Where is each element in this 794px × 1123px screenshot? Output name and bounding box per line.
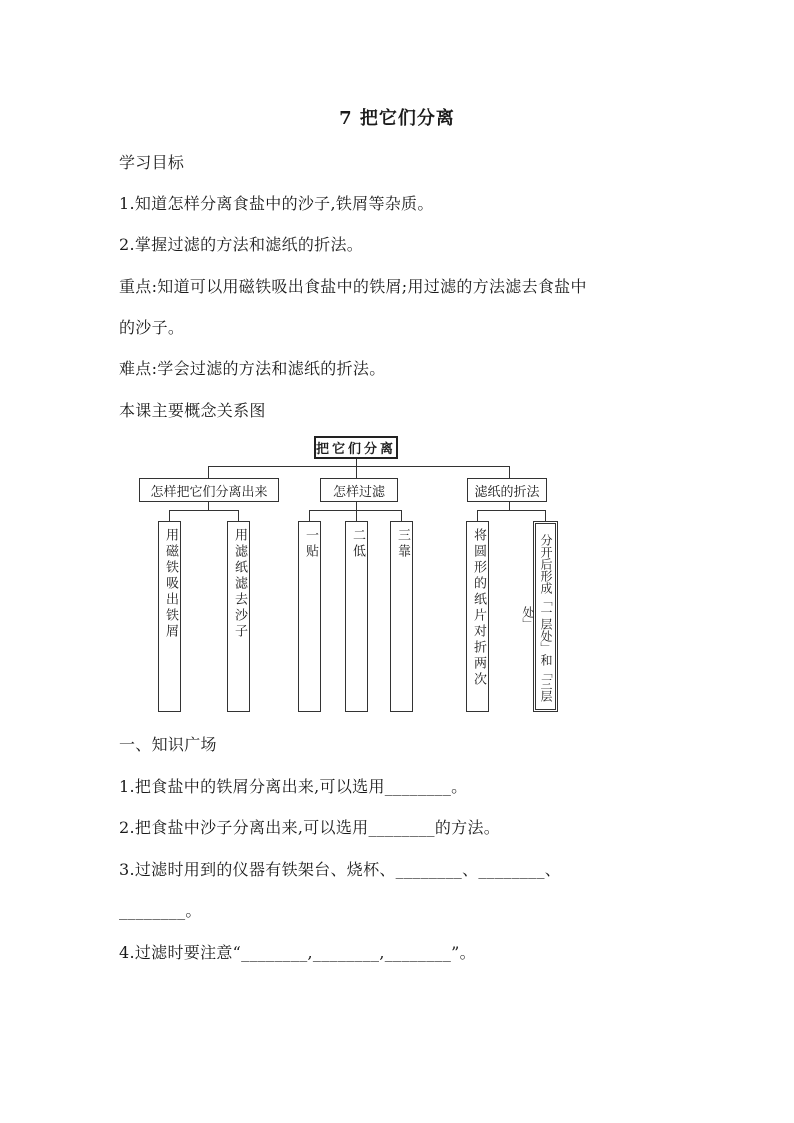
connector: [309, 510, 310, 521]
connector: [208, 466, 209, 478]
leaf-node: [390, 521, 413, 712]
leaf-label: 二低: [350, 528, 365, 560]
leaf-label: 一贴: [303, 528, 318, 560]
connector: [356, 466, 357, 478]
leaf-node: [158, 521, 181, 712]
connector: [509, 466, 510, 478]
section-title: 一、知识广场: [119, 735, 217, 754]
connector: [169, 510, 170, 521]
connector: [477, 510, 478, 521]
connector: [208, 466, 510, 467]
objectives-heading: 学习目标: [119, 153, 185, 172]
leaf-label: 用磁铁吸出铁屑: [163, 528, 178, 640]
branch-node-separation: 怎样把它们分离出来: [139, 478, 279, 502]
root-node: 把它们分离: [314, 436, 398, 459]
connector: [545, 510, 546, 521]
leaf-label: 将圆形的纸片对折两次: [471, 528, 486, 688]
leaf-label: 用滤纸滤去沙子: [232, 528, 247, 640]
connector: [238, 510, 239, 521]
question-3-line-1: 3.过滤时用到的仪器有铁架台、烧杯、________、________、: [119, 860, 562, 879]
connector: [356, 510, 357, 521]
leaf-label: 分开后形成「一层处」和「三层处」: [521, 534, 553, 702]
key-point-line-1: 重点:知道可以用磁铁吸出食盐中的铁屑;用过滤的方法滤去食盐中: [119, 277, 587, 296]
objective-2: 2.掌握过滤的方法和滤纸的折法。: [119, 235, 364, 254]
branch-node-folding: 滤纸的折法: [467, 478, 547, 502]
connector: [401, 510, 402, 521]
leaf-node: [227, 521, 250, 712]
leaf-node: [345, 521, 368, 712]
branch-node-filtering: 怎样过滤: [320, 478, 398, 502]
question-1: 1.把食盐中的铁屑分离出来,可以选用________。: [119, 777, 468, 796]
page-title: 7 把它们分离: [339, 108, 455, 129]
leaf-label: 三靠: [395, 528, 410, 560]
objective-1: 1.知道怎样分离食盐中的沙子,铁屑等杂质。: [119, 194, 434, 213]
question-2: 2.把食盐中沙子分离出来,可以选用________的方法。: [119, 818, 501, 837]
key-point-line-2: 的沙子。: [119, 318, 185, 337]
leaf-node: [521, 521, 558, 712]
connector: [169, 510, 239, 511]
question-4: 4.过滤时要注意“________,________,________”。: [119, 943, 476, 962]
leaf-node: [298, 521, 321, 712]
connector: [477, 510, 546, 511]
question-3-line-2: ________。: [119, 901, 202, 920]
concept-map-heading: 本课主要概念关系图: [119, 401, 266, 420]
leaf-node: [466, 521, 489, 712]
difficulty-point: 难点:学会过滤的方法和滤纸的折法。: [119, 359, 386, 378]
